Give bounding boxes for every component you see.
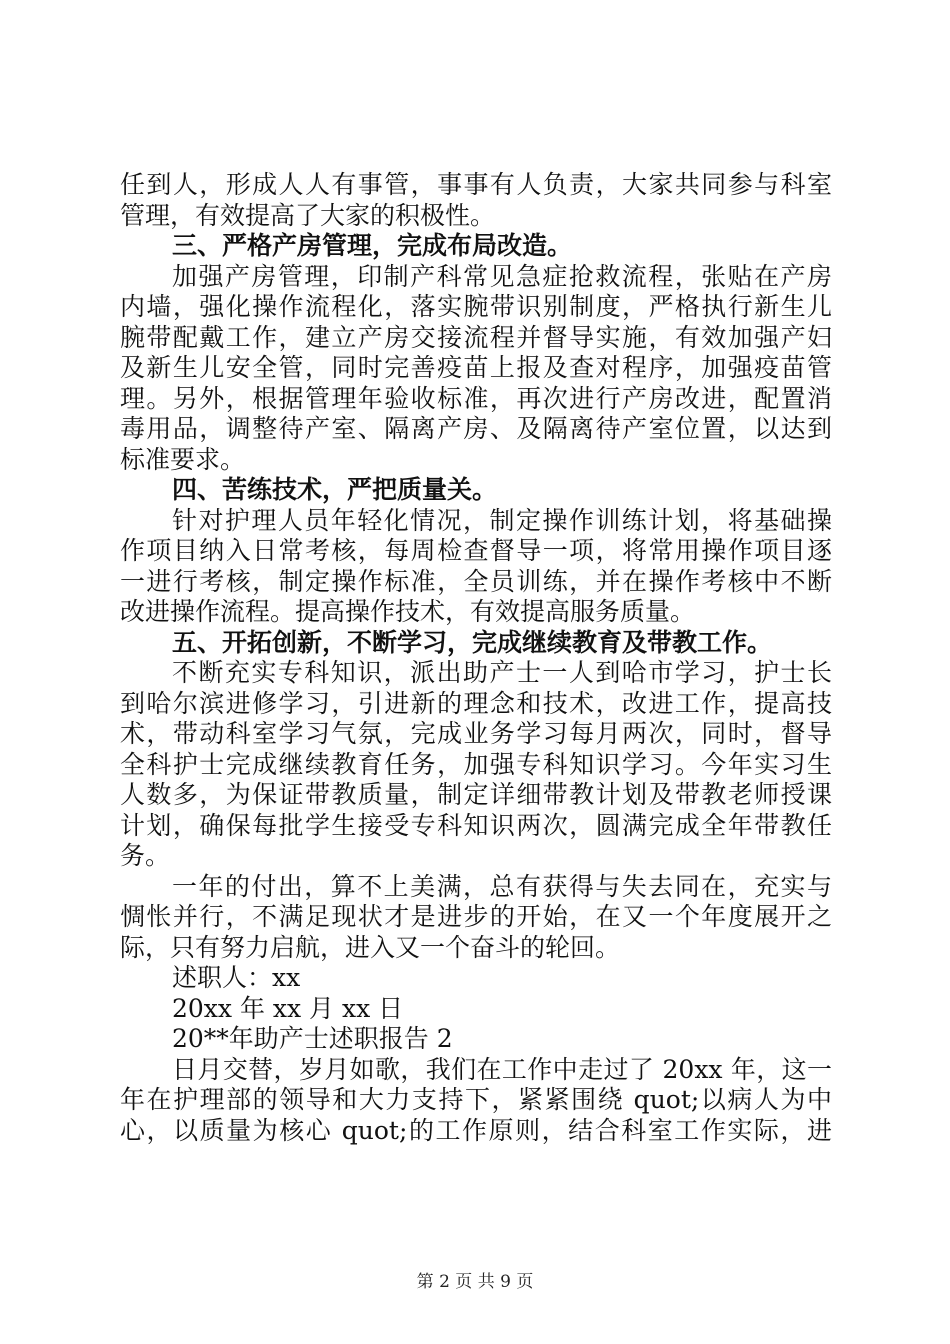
- date-line: 20xx 年 xx 月 xx 日: [172, 993, 404, 1023]
- body-text-line: 务。: [120, 841, 171, 870]
- body-text-line: 到哈尔滨进修学习，引进新的理念和技术，改进工作，提高技: [120, 688, 832, 718]
- body-text-line: 管理，有效提高了大家的积极性。: [120, 200, 496, 230]
- body-text-line: 日月交替，岁月如歌，我们在工作中走过了 20xx 年，这一: [172, 1054, 832, 1084]
- section-heading-3: 三、严格产房管理，完成布局改造。: [172, 231, 573, 260]
- body-text-line: 内墙，强化操作流程化，落实腕带识别制度，严格执行新生儿: [120, 292, 832, 321]
- body-text-line: 不断充实专科知识，派出助产士一人到哈市学习，护士长: [172, 658, 832, 687]
- page-footer: 第 2 页 共 9 页: [416, 1272, 534, 1292]
- body-text-line: 际，只有努力启航，进入又一个奋斗的轮回。: [120, 932, 621, 962]
- body-text-line: 标准要求。: [120, 444, 246, 474]
- body-text-line: 改进操作流程。提高操作技术，有效提高服务质量。: [120, 597, 696, 626]
- section-heading-5: 五、开拓创新，不断学习，完成继续教育及带教工作。: [172, 627, 773, 657]
- body-text-line: 一进行考核，制定操作标准，全员训练，并在操作考核中不断: [120, 566, 832, 596]
- body-text-line: 作项目纳入日常考核，每周检查督导一项，将常用操作项目逐: [120, 536, 832, 565]
- body-text-line: 年在护理部的领导和大力支持下，紧紧围绕 quot;以病人为中: [120, 1085, 832, 1114]
- body-text-line: 针对护理人员年轻化情况，制定操作训练计划，将基础操: [172, 505, 832, 535]
- body-text-line: 心，以质量为核心 quot;的工作原则，结合科室工作实际，进: [120, 1115, 832, 1145]
- body-text-line: 计划，确保每批学生接受专科知识两次，圆满完成全年带教任: [120, 810, 832, 840]
- report-title-line: 20**年助产士述职报告 2: [172, 1024, 453, 1053]
- body-text-line: 惆怅并行，不满足现状才是进步的开始，在又一个年度展开之: [120, 902, 832, 931]
- body-text-line: 加强产房管理，印制产科常见急症抢救流程，张贴在产房: [172, 261, 832, 291]
- body-text-line: 及新生儿安全管，同时完善疫苗上报及查对程序，加强疫苗管: [120, 353, 832, 382]
- body-text-line: 人数多，为保证带教质量，制定详细带教计划及带教老师授课: [120, 780, 832, 809]
- body-text-line: 毒用品，调整待产室、隔离产房、及隔离待产室位置，以达到: [120, 414, 832, 443]
- body-text-line: 全科护士完成继续教育任务，加强专科知识学习。今年实习生: [120, 749, 832, 779]
- signature-line: 述职人：xx: [172, 963, 301, 992]
- body-text-line: 术，带动科室学习气氛，完成业务学习每月两次，同时，督导: [120, 719, 832, 748]
- section-heading-4: 四、苦练技术，严把质量关。: [172, 475, 498, 504]
- body-text-line: 腕带配戴工作，建立产房交接流程并督导实施，有效加强产妇: [120, 322, 832, 352]
- body-text-line: 任到人，形成人人有事管，事事有人负责，大家共同参与科室: [120, 170, 832, 199]
- body-text-line: 理。另外，根据管理年验收标准，再次进行产房改进，配置消: [120, 383, 832, 413]
- body-text-line: 一年的付出，算不上美满，总有获得与失去同在，充实与: [172, 871, 832, 901]
